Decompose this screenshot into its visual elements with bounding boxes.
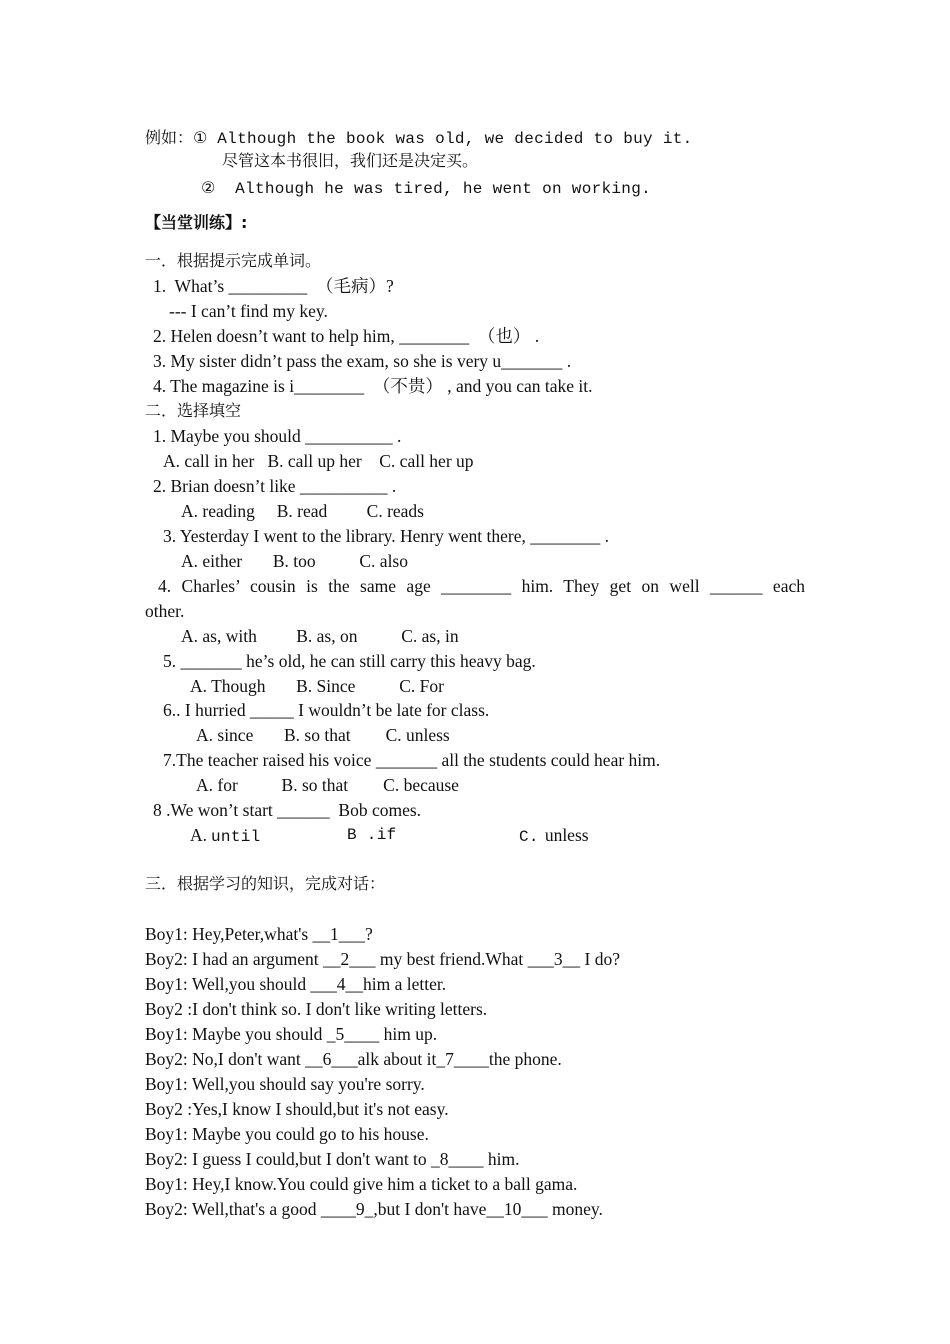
part2-q8-option-c-label: C. <box>519 828 539 846</box>
example-marker-2: ② <box>201 178 216 197</box>
part2-q5-options: A. Though B. Since C. For <box>190 676 444 696</box>
part2-q1: 1. Maybe you should __________ . <box>153 426 402 446</box>
dialogue-line: Boy2 :Yes,I know I should,but it's not easy. <box>145 1099 449 1119</box>
example-line-1 <box>145 126 693 150</box>
part2-q8-option-c <box>519 824 589 848</box>
example-line-2 <box>201 176 651 200</box>
section-heading: 【当堂训练】: <box>145 213 248 232</box>
example-translation-1: 尽管这本书很旧，我们还是决定买。 <box>222 151 479 170</box>
part2-q3-options: A. either B. too C. also <box>181 551 408 571</box>
part2-q5: 5. _______ he’s old, he can still carry this heavy bag. <box>163 651 536 671</box>
dialogue-line: Boy1: Maybe you should _5____ him up. <box>145 1024 438 1044</box>
dialogue-line: Boy1: Maybe you could go to his house. <box>145 1124 429 1144</box>
dialogue-line: Boy1: Hey,I know.You could give him a ticket to a ball gama. <box>145 1174 578 1194</box>
dialogue-line: Boy2: I guess I could,but I don't want to _8____ him. <box>145 1149 520 1169</box>
part2-q3: 3. Yesterday I went to the library. Henry went there, ________ . <box>163 526 609 546</box>
part2-q8-option-b: B .if <box>347 826 397 844</box>
part2-q6: 6.. I hurried _____ I wouldn’t be late for class. <box>163 700 490 720</box>
dialogue-line: Boy2 :I don't think so. I don't like writing letters. <box>145 999 488 1019</box>
part1-q2: 2. Helen doesn’t want to help him, ________ （也） . <box>153 326 540 346</box>
part2-q4-line1: 4. Charles’ cousin is the same age ________ him. They get on well ______ each <box>158 576 805 596</box>
part2-q2: 2. Brian doesn’t like __________ . <box>153 476 397 496</box>
part1-q3: 3. My sister didn’t pass the exam, so she is very u_______ . <box>153 351 572 371</box>
part2-q8-option-c-text: unless <box>544 825 589 845</box>
part2-q2-options: A. reading B. read C. reads <box>181 501 424 521</box>
dialogue-line: Boy2: No,I don't want __6___alk about it_7____the phone. <box>145 1049 562 1069</box>
part1-title: 一．根据提示完成单词。 <box>145 251 322 270</box>
part2-q4-line2: other. <box>145 601 185 621</box>
part2-q8-option-a-label: A. <box>190 825 208 845</box>
example-prefix: 例如：① <box>145 128 208 147</box>
part1-q1: 1. What’s _________ （毛病）? <box>153 276 394 296</box>
part1-q1-answer: --- I can’t find my key. <box>169 301 328 321</box>
part2-q8: 8 .We won’t start ______ Bob comes. <box>153 800 422 820</box>
dialogue-line: Boy1: Hey,Peter,what's __1___? <box>145 924 373 944</box>
part2-q7-options: A. for B. so that C. because <box>196 775 459 795</box>
part2-q4-options: A. as, with B. as, on C. as, in <box>181 626 459 646</box>
part2-q6-options: A. since B. so that C. unless <box>196 725 450 745</box>
part2-title: 二．选择填空 <box>145 401 242 420</box>
dialogue-line: Boy2: Well,that's a good ____9_,but I don't have__10___ money. <box>145 1199 603 1219</box>
dialogue-line: Boy1: Well,you should ___4__him a letter. <box>145 974 447 994</box>
part2-q7: 7.The teacher raised his voice _______ all the students could hear him. <box>163 750 661 770</box>
example-sentence-2: Although he was tired, he went on working. <box>215 180 652 198</box>
dialogue-line: Boy2: I had an argument __2___ my best friend.What ___3__ I do? <box>145 949 620 969</box>
part2-q8-option-a <box>190 824 261 848</box>
dialogue-line: Boy1: Well,you should say you're sorry. <box>145 1074 425 1094</box>
example-sentence-1: Although the book was old, we decided to buy it. <box>207 130 693 148</box>
part2-q8-option-a-text: until <box>211 828 261 846</box>
part3-title: 三．根据学习的知识，完成对话： <box>145 874 386 893</box>
part1-q4: 4. The magazine is i________ （不贵） , and you can take it. <box>153 376 593 396</box>
part2-q1-options: A. call in her B. call up her C. call her up <box>163 451 474 471</box>
